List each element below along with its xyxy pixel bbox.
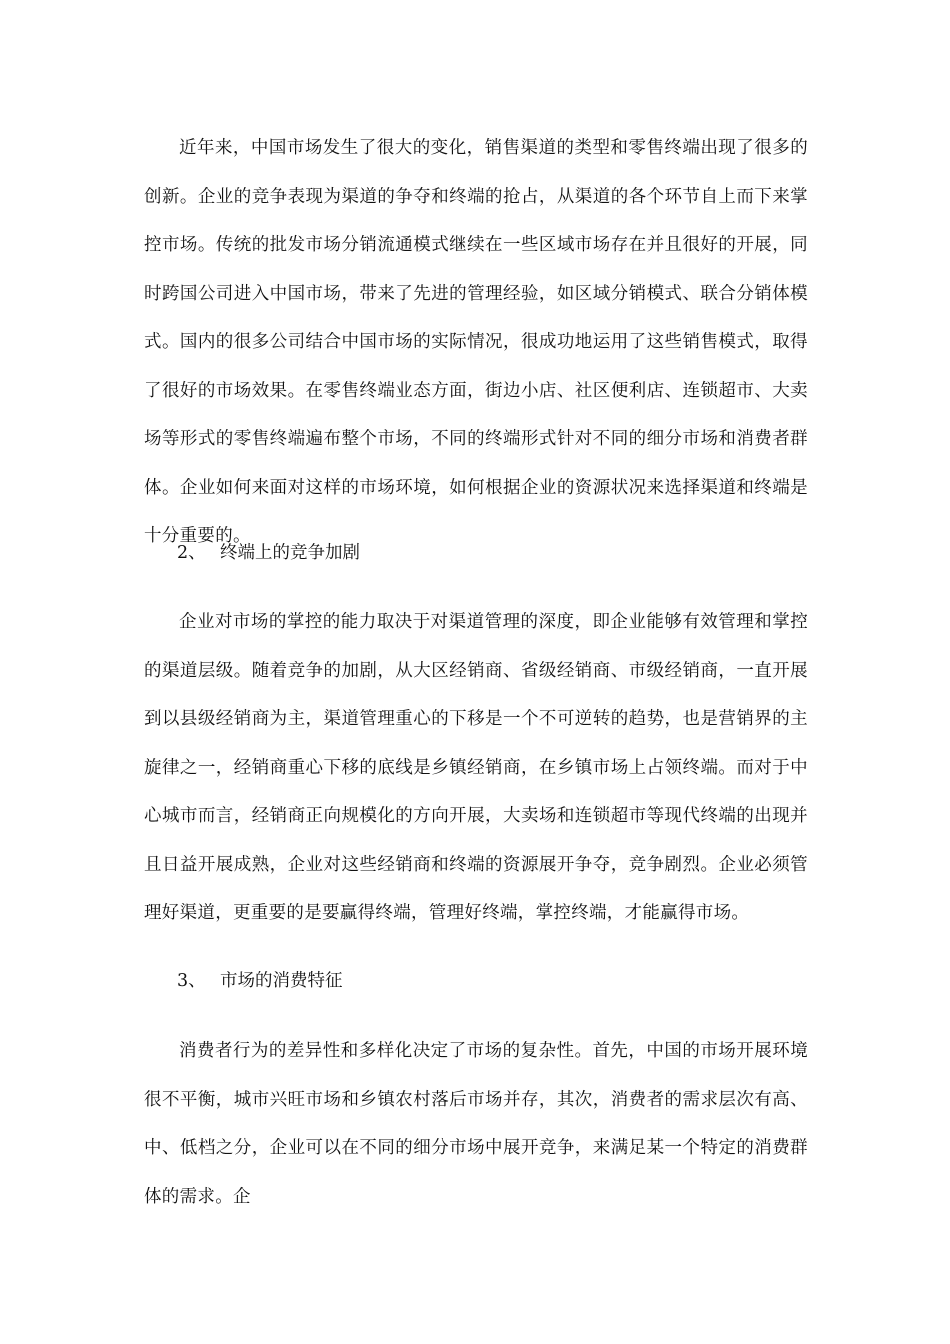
paragraph-consumer-behavior: 消费者行为的差异性和多样化决定了市场的复杂性。首先，中国的市场开展环境很不平衡，城市兴旺市场和乡镇农村落后市场并存，其次，消费者的需求层次有高、中、低档之分，企业可以在不同的细分市场中展开竞争，来满足某一个特定的消费群体的需求。企 [144,1041,808,1207]
paragraph-channel-control: 企业对市场的掌控的能力取决于对渠道管理的深度，即企业能够有效管理和掌控的渠道层级。随着竞争的加剧，从大区经销商、省级经销商、市级经销商，一直开展到以县级经销商为主，渠道管理重心的下移是一个不可逆转的趋势，也是营销界的主旋律之一，经销商重心下移的底线是乡镇经销商，在乡镇市场上占领终端。而对于中心城市而言，经销商正向规模化的方向开展，大卖场和连锁超市等现代终端的出现并且日益开展成熟，企业对这些经销商和终端的资源展开争夺，竞争剧烈。企业必须管理好渠道，更重要的是要赢得终端，管理好终端，掌控终端，才能赢得市场。 [144,612,808,923]
section-number: 2、 [177,543,206,563]
section-heading-consumption-features [177,969,343,993]
section-heading-terminal-competition [177,541,360,565]
section-title: 终端上的竞争加剧 [220,543,360,563]
paragraph-market-changes: 近年来，中国市场发生了很大的变化，销售渠道的类型和零售终端出现了很多的创新。企业的竞争表现为渠道的争夺和终端的抢占，从渠道的各个环节自上而下来掌控市场。传统的批发市场分销流通模式继续在一些区域市场存在并且很好的开展，同时跨国公司进入中国市场，带来了先进的管理经验，如区域分销模式、联合分销体模式。国内的很多公司结合中国市场的实际情况，很成功地运用了这些销售模式，取得了很好的市场效果。在零售终端业态方面，街边小店、社区便利店、连锁超市、大卖场等形式的零售终端遍布整个市场，不同的终端形式针对不同的细分市场和消费者群体。企业如何来面对这样的市场环境，如何根据企业的资源状况来选择渠道和终端是十分重要的。 [144,138,808,546]
section-title: 市场的消费特征 [220,971,343,991]
section-number: 3、 [177,971,206,991]
